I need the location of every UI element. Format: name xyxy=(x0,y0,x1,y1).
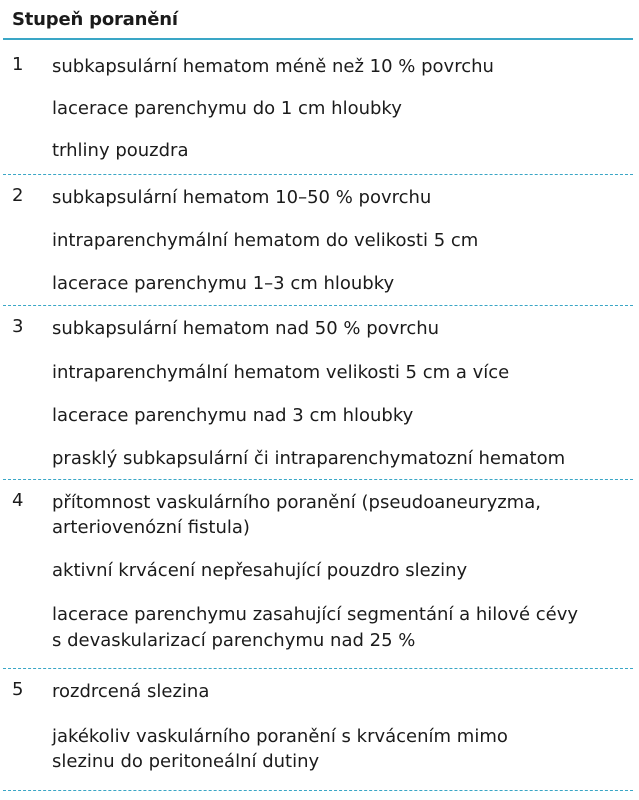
grade-row-2 xyxy=(3,175,633,306)
grade-number: 5 xyxy=(12,679,24,700)
grade-item: subkapsulární hematom nad 50 % povrchu xyxy=(52,318,440,339)
grade-item-cont: slezinu do peritoneální dutiny xyxy=(52,751,320,772)
injury-grade-table xyxy=(3,0,633,791)
grade-number: 3 xyxy=(12,316,24,337)
grade-item: lacerace parenchymu do 1 cm hloubky xyxy=(52,98,402,119)
grade-row-4 xyxy=(3,480,633,669)
grade-item: subkapsulární hematom méně než 10 % povrchu xyxy=(52,56,494,77)
grade-row-3 xyxy=(3,306,633,480)
grade-number: 1 xyxy=(12,54,24,75)
grade-number: 4 xyxy=(12,490,24,511)
grade-item-cont: arteriovenózní fistula) xyxy=(52,517,250,538)
grade-item: intraparenchymální hematom do velikosti 5 cm xyxy=(52,230,479,251)
grade-number: 2 xyxy=(12,185,24,206)
grade-item: jakékoliv vaskulárního poranění s krvácením mimo xyxy=(52,726,508,747)
grade-item: přítomnost vaskulárního poranění (pseudoaneuryzma, xyxy=(52,492,541,513)
table-header xyxy=(3,0,633,40)
grade-item: lacerace parenchymu nad 3 cm hloubky xyxy=(52,405,414,426)
grade-row-1 xyxy=(3,40,633,175)
grade-item: subkapsulární hematom 10–50 % povrchu xyxy=(52,187,432,208)
grade-item: trhliny pouzdra xyxy=(52,140,189,161)
grade-item: lacerace parenchymu zasahující segmentání a hilové cévy xyxy=(52,604,579,625)
grade-item: intraparenchymální hematom velikosti 5 cm a více xyxy=(52,362,510,383)
header-title: Stupeň poranění xyxy=(12,8,178,30)
grade-item: lacerace parenchymu 1–3 cm hloubky xyxy=(52,273,395,294)
grade-row-5 xyxy=(3,669,633,791)
grade-item: prasklý subkapsulární či intraparenchymatozní hematom xyxy=(52,448,566,469)
grade-item: rozdrcená slezina xyxy=(52,681,210,702)
grade-item: aktivní krvácení nepřesahující pouzdro sleziny xyxy=(52,560,468,581)
grade-item-cont: s devaskularizací parenchymu nad 25 % xyxy=(52,630,416,651)
